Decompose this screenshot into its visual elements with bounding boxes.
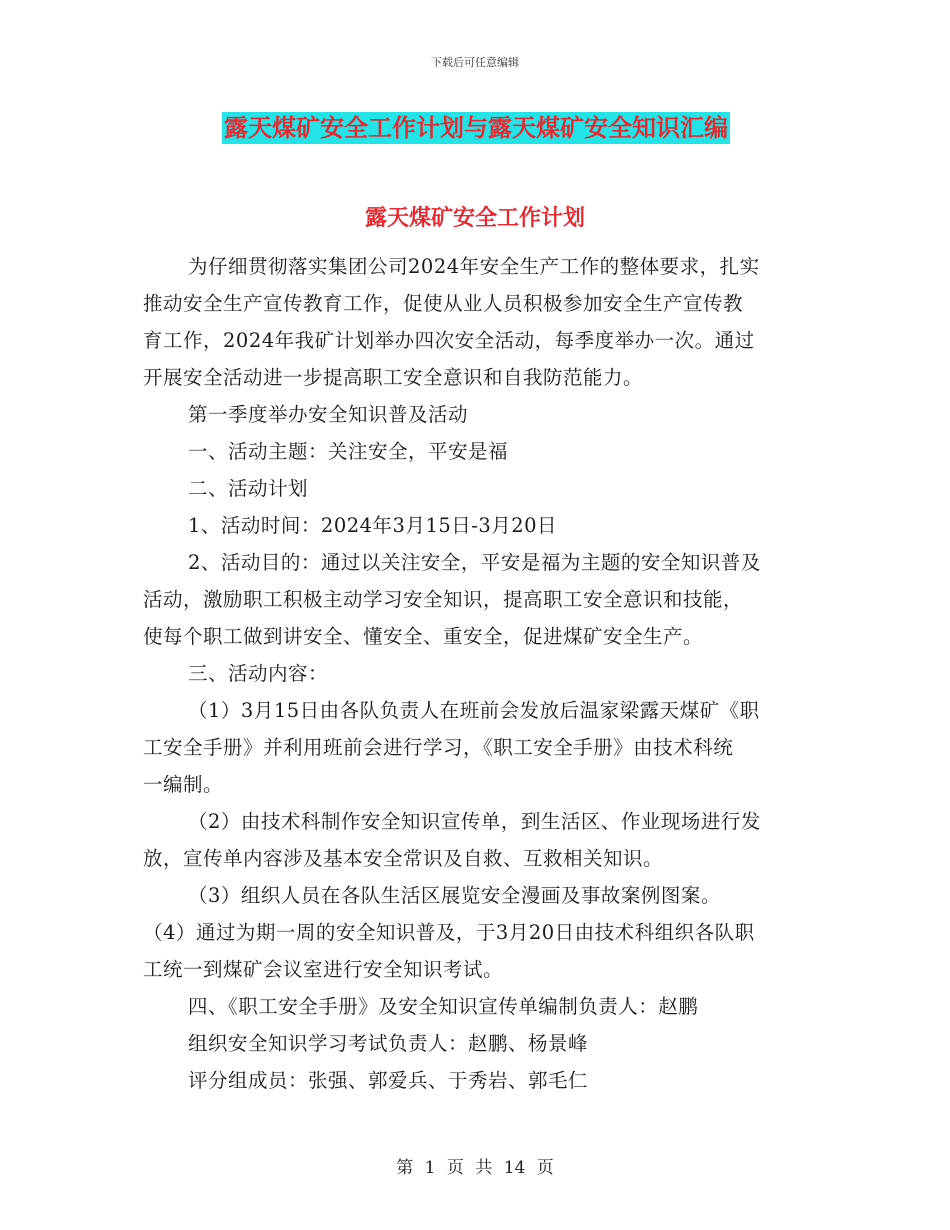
body-line: 育工作，2024年我矿计划举办四次安全活动，每季度举办一次。通过: [143, 329, 755, 352]
body-line: 二、活动计划: [188, 477, 309, 500]
body-line: （3）组织人员在各队生活区展览安全漫画及事故案例图案。: [188, 884, 721, 907]
body-line: 活动，激励职工积极主动学习安全知识，提高职工安全意识和技能，: [143, 588, 744, 611]
body-line: 工统一到煤矿会议室进行安全知识考试。: [143, 958, 504, 981]
main-title: 露天煤矿安全工作计划与露天煤矿安全知识汇编: [224, 114, 728, 142]
body-line: 为仔细贯彻落实集团公司2024年安全生产工作的整体要求，扎实: [188, 255, 760, 278]
body-line: 工安全手册》并利用班前会进行学习，《职工安全手册》由技术科统: [143, 736, 734, 759]
section-title: 露天煤矿安全工作计划: [364, 206, 585, 231]
body-line: 2、活动目的：通过以关注安全，平安是福为主题的安全知识普及: [188, 551, 761, 574]
body-line: 开展安全活动进一步提高职工安全意识和自我防范能力。: [143, 366, 644, 389]
body-line: 推动安全生产宣传教育工作，促使从业人员积极参加安全生产宣传教: [143, 292, 744, 315]
body-line: 1、活动时间：2024年3月15日-3月20日: [188, 514, 558, 537]
body-line: （1）3月15日由各队负责人在班前会发放后温家梁露天煤矿《职: [188, 699, 760, 722]
header-note: 下载后可任意编辑: [431, 56, 519, 69]
body-line: 使每个职工做到讲安全、懂安全、重安全，促进煤矿安全生产。: [143, 625, 704, 648]
page-footer: 第 1 页 共 14 页: [396, 1158, 554, 1178]
body-line: 四、《职工安全手册》及安全知识宣传单编制负责人：赵鹏: [188, 995, 699, 1018]
body-line: 组织安全知识学习考试负责人：赵鹏、杨景峰: [188, 1032, 589, 1055]
body-line: 第一季度举办安全知识普及活动: [188, 403, 469, 426]
body-line: 评分组成员：张强、郭爱兵、于秀岩、郭毛仁: [188, 1069, 589, 1092]
body-line: 一、活动主题：关注安全，平安是福: [188, 440, 509, 463]
body-line: 三、活动内容：: [188, 662, 329, 685]
body-line: （2）由技术科制作安全知识宣传单，到生活区、作业现场进行发: [188, 810, 761, 833]
body-line: （4）通过为期一周的安全知识普及，于3月20日由技术科组织各队职: [143, 921, 755, 944]
body-line: 一编制。: [143, 773, 224, 796]
body-line: 放，宣传单内容涉及基本安全常识及自救、互救相关知识。: [143, 847, 664, 870]
